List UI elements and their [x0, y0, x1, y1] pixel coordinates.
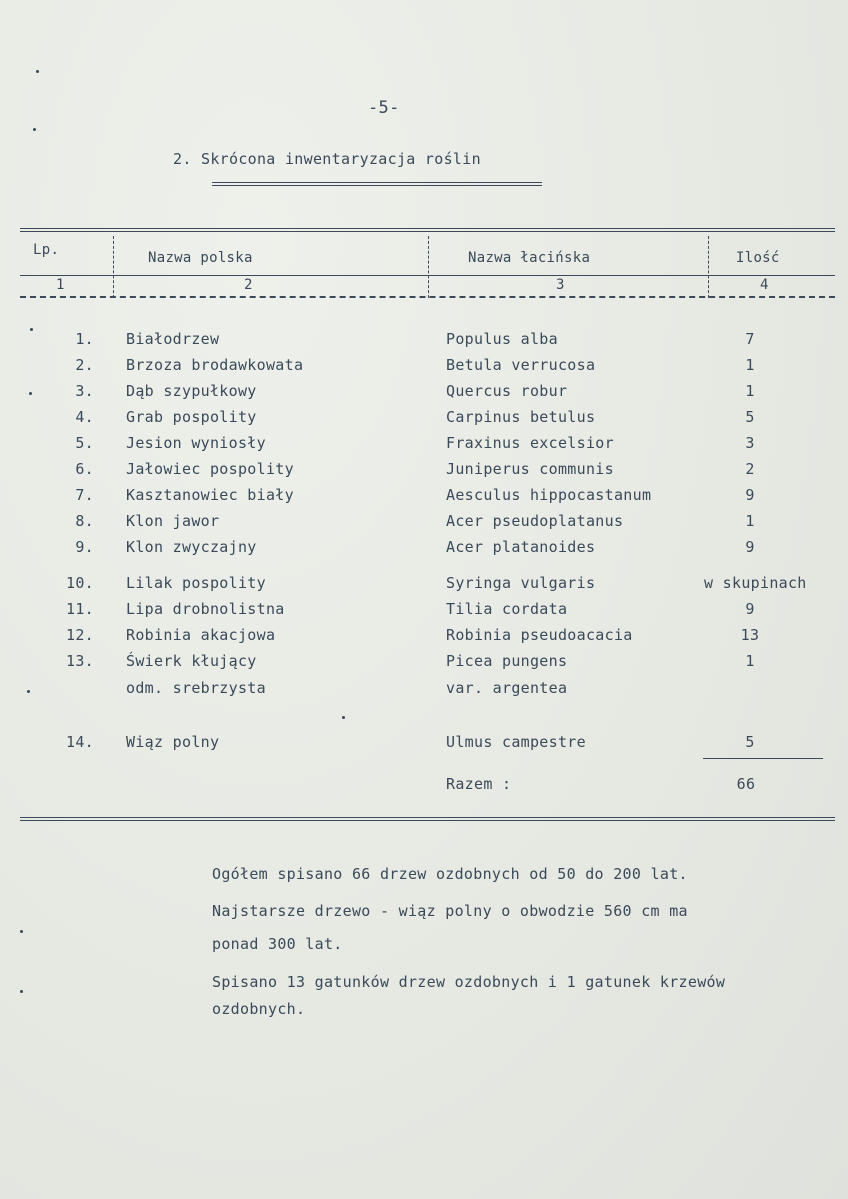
quantity: 7 — [745, 330, 755, 348]
row-number: 2. — [75, 356, 94, 374]
quantity: 9 — [745, 600, 755, 618]
row-number: 6. — [75, 460, 94, 478]
polish-name: Grab pospolity — [126, 408, 257, 426]
polish-name: Klon zwyczajny — [126, 538, 257, 556]
scan-speck — [33, 128, 36, 131]
polish-name: Białodrzew — [126, 330, 220, 348]
column-number: 4 — [760, 277, 769, 293]
row-number: 11. — [66, 600, 94, 618]
quantity: 5 — [745, 733, 755, 751]
latin-name: Picea pungens — [446, 652, 568, 670]
column-number-rule — [20, 296, 835, 298]
polish-name: Robinia akacjowa — [126, 626, 276, 644]
row-number: 13. — [66, 652, 94, 670]
quantity: 1 — [745, 356, 755, 374]
header-lp: Lp. — [33, 242, 60, 258]
summary-line: Spisano 13 gatunków drzew ozdobnych i 1 gatunek krzewów — [212, 973, 726, 991]
latin-name: var. argentea — [446, 679, 568, 697]
quantity: 2 — [745, 460, 755, 478]
column-divider — [113, 236, 114, 298]
summary-line: Ogółem spisano 66 drzew ozdobnych od 50 do 200 lat. — [212, 865, 688, 883]
summary-line: ozdobnych. — [212, 1000, 306, 1018]
quantity: 1 — [745, 512, 755, 530]
scan-speck — [342, 716, 345, 719]
latin-name: Carpinus betulus — [446, 408, 596, 426]
latin-name: Syringa vulgaris — [446, 574, 596, 592]
polish-name: odm. srebrzysta — [126, 679, 266, 697]
scan-speck — [20, 990, 23, 993]
latin-name: Tilia cordata — [446, 600, 568, 618]
row-number: 14. — [66, 733, 94, 751]
column-divider — [708, 236, 709, 298]
quantity: 13 — [740, 626, 760, 644]
column-number: 1 — [56, 277, 65, 293]
total-label: Razem : — [446, 775, 512, 793]
row-number: 3. — [75, 382, 94, 400]
column-divider — [428, 236, 429, 298]
polish-name: Klon jawor — [126, 512, 220, 530]
scan-speck — [27, 690, 30, 693]
quantity: 9 — [745, 538, 755, 556]
polish-name: Świerk kłujący — [126, 652, 257, 670]
latin-name: Quercus robur — [446, 382, 568, 400]
latin-name: Fraxinus excelsior — [446, 434, 614, 452]
row-number: 8. — [75, 512, 94, 530]
scan-speck — [29, 392, 32, 395]
row-number: 9. — [75, 538, 94, 556]
polish-name: Wiąz polny — [126, 733, 220, 751]
header-latin-name: Nazwa łacińska — [468, 250, 591, 266]
polish-name: Lipa drobnolistna — [126, 600, 285, 618]
latin-name: Betula verrucosa — [446, 356, 596, 374]
quantity: 1 — [745, 652, 755, 670]
latin-name: Acer platanoides — [446, 538, 596, 556]
title-underline — [212, 182, 542, 186]
latin-name: Aesculus hippocastanum — [446, 486, 652, 504]
polish-name: Kasztanowiec biały — [126, 486, 294, 504]
table-top-rule — [20, 228, 835, 232]
polish-name: Brzoza brodawkowata — [126, 356, 304, 374]
latin-name: Juniperus communis — [446, 460, 614, 478]
row-number: 4. — [75, 408, 94, 426]
scan-speck — [36, 70, 39, 73]
latin-name: Ulmus campestre — [446, 733, 586, 751]
scan-speck — [20, 930, 23, 933]
page-number: -5- — [368, 98, 400, 118]
polish-name: Dąb szypułkowy — [126, 382, 257, 400]
total-value: 66 — [736, 775, 756, 793]
quantity: 3 — [745, 434, 755, 452]
scan-speck — [30, 328, 33, 331]
table-bottom-rule — [20, 817, 835, 821]
summary-line: ponad 300 lat. — [212, 935, 343, 953]
quantity: 1 — [745, 382, 755, 400]
polish-name: Jesion wyniosły — [126, 434, 266, 452]
header-polish-name: Nazwa polska — [148, 250, 253, 266]
summary-line: Najstarsze drzewo - wiąz polny o obwodzie 560 cm ma — [212, 902, 688, 920]
quantity: 9 — [745, 486, 755, 504]
latin-name: Populus alba — [446, 330, 558, 348]
row-number: 5. — [75, 434, 94, 452]
header-quantity: Ilość — [736, 250, 780, 266]
row-number: 1. — [75, 330, 94, 348]
column-number: 3 — [556, 277, 565, 293]
section-title: 2. Skrócona inwentaryzacja roślin — [173, 150, 481, 168]
polish-name: Jałowiec pospolity — [126, 460, 294, 478]
column-number: 2 — [244, 277, 253, 293]
row-number: 7. — [75, 486, 94, 504]
latin-name: Acer pseudoplatanus — [446, 512, 624, 530]
row-number: 12. — [66, 626, 94, 644]
row-number: 10. — [66, 574, 94, 592]
quantity: w skupinach — [704, 574, 807, 592]
latin-name: Robinia pseudoacacia — [446, 626, 633, 644]
polish-name: Lilak pospolity — [126, 574, 266, 592]
quantity: 5 — [745, 408, 755, 426]
total-rule — [703, 758, 823, 759]
